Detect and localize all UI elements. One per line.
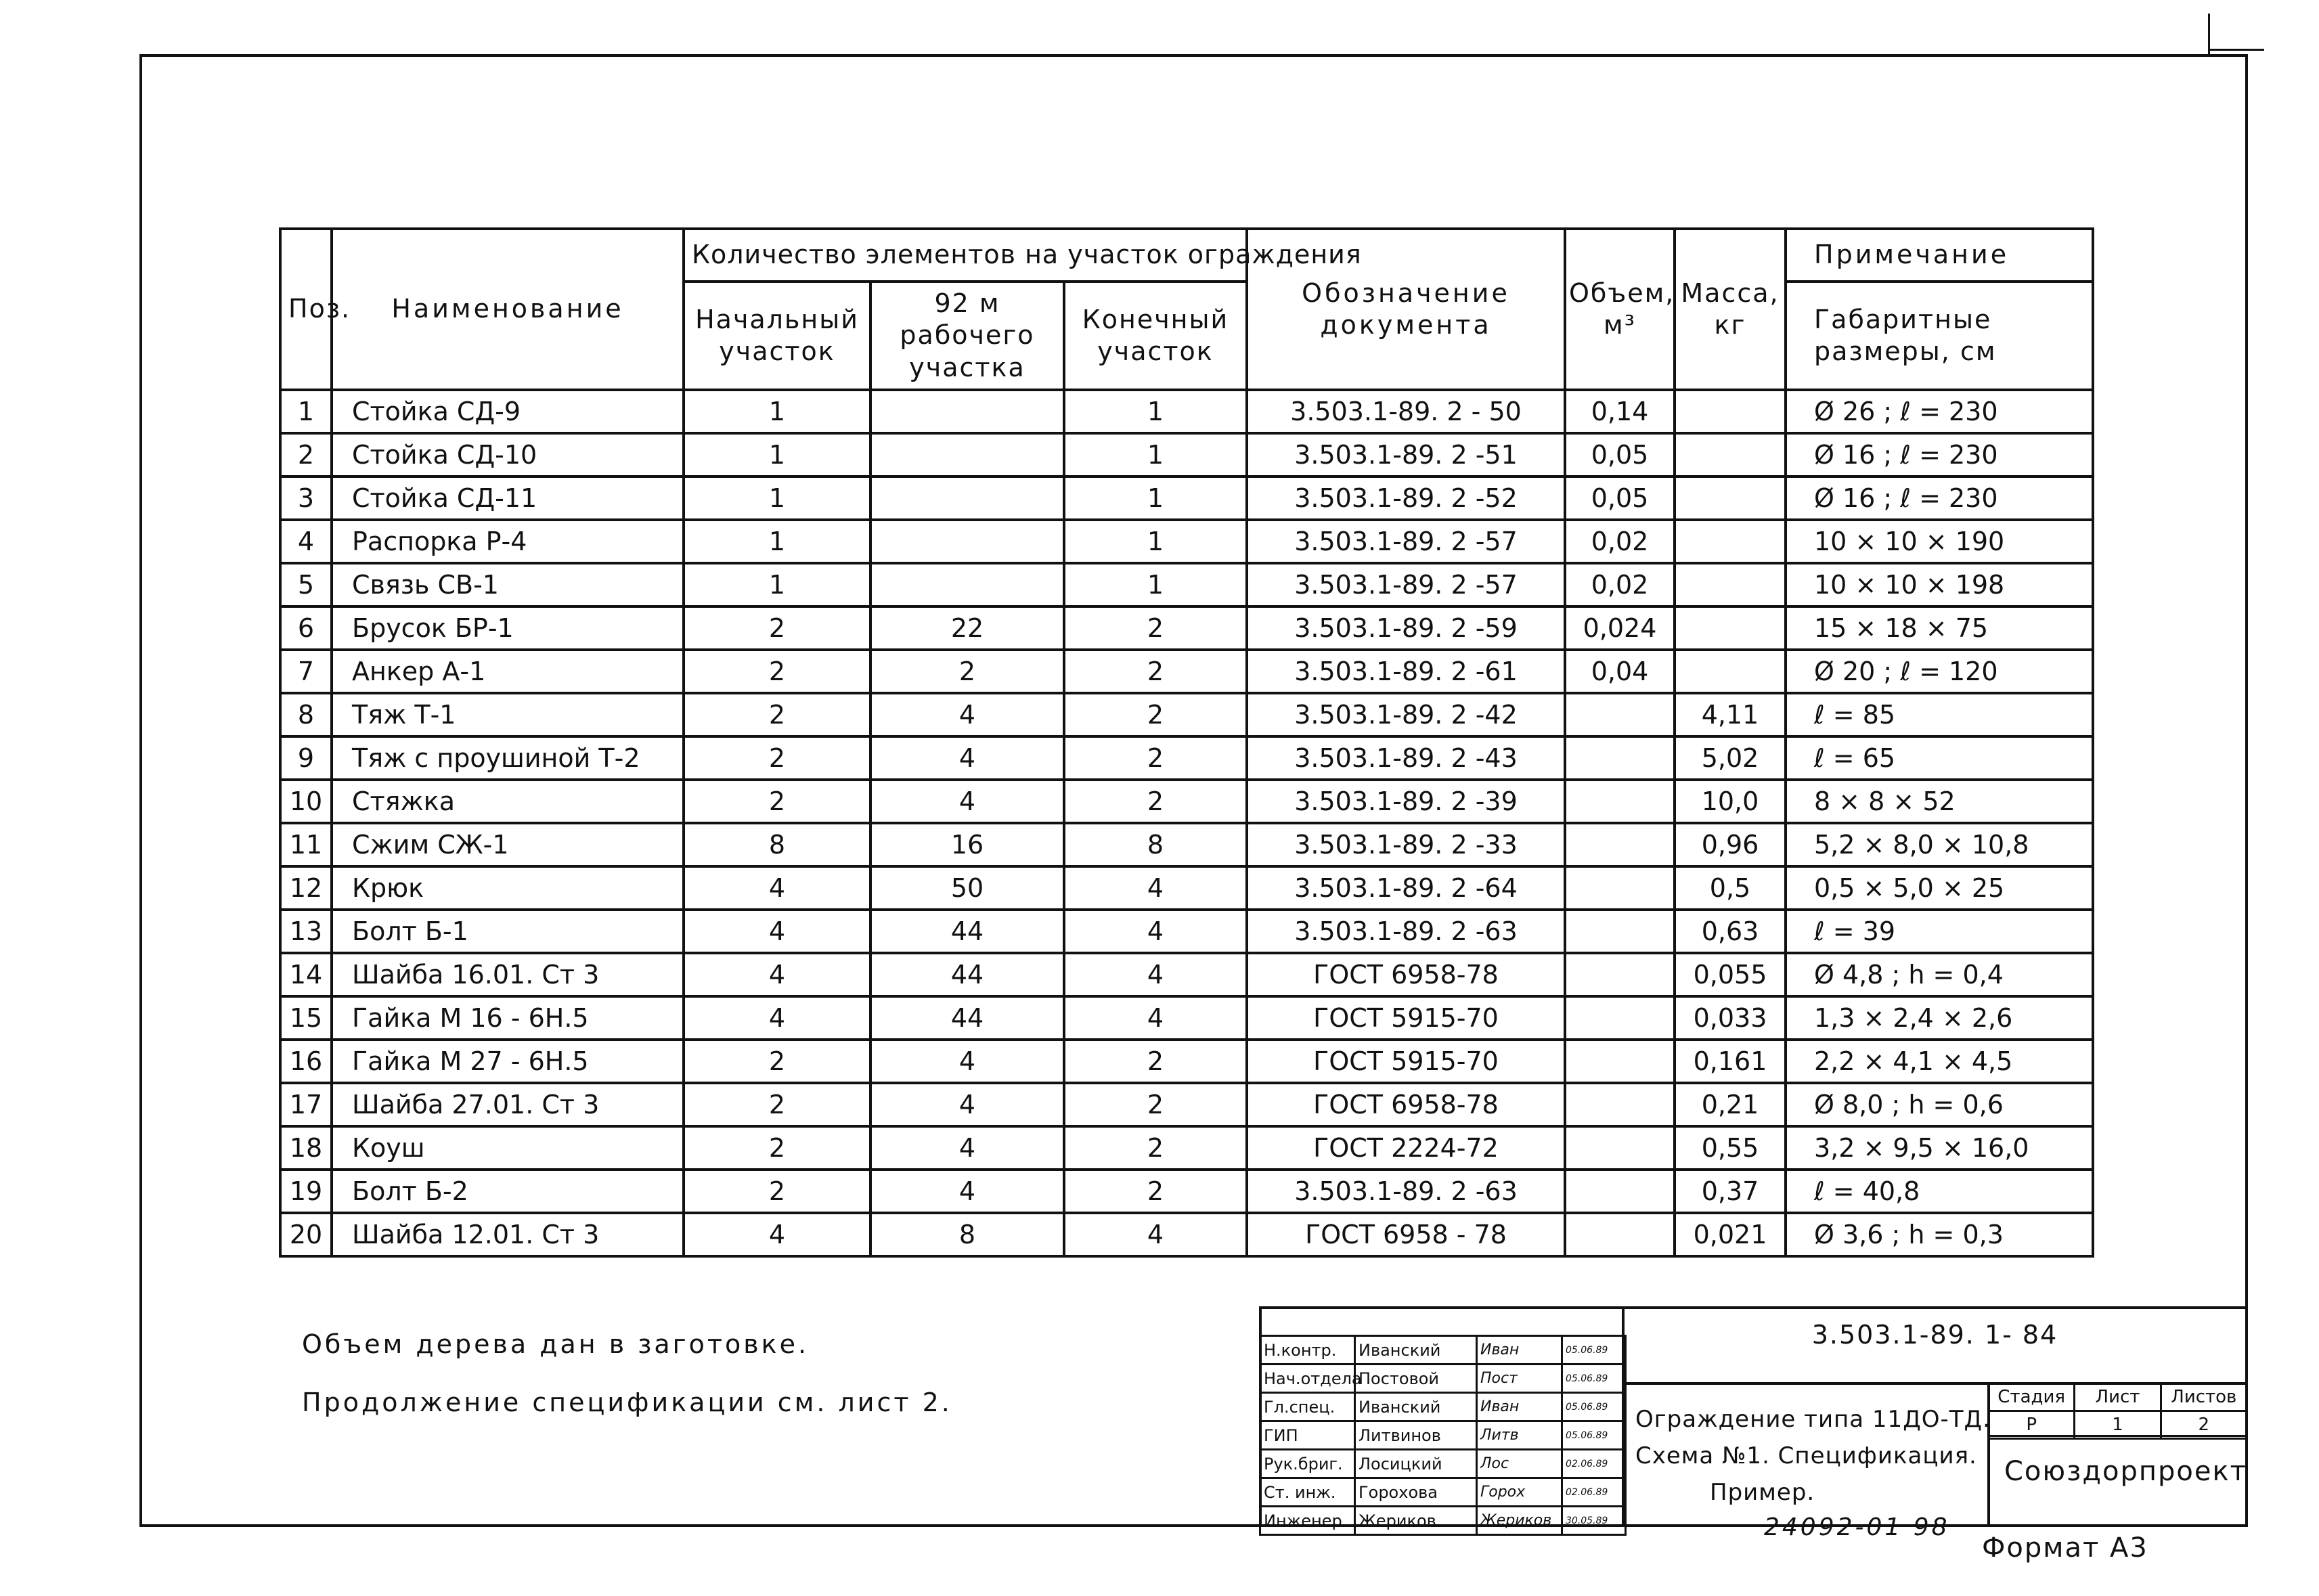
cell-dimensions: 15 × 18 × 75 [1786,606,2093,650]
sheet-label: Лист [2075,1383,2161,1411]
table-row [280,1126,2093,1170]
cell-name: Распорка Р-4 [332,520,684,563]
cell-volume [1565,1083,1675,1126]
cell-initial-qty: 1 [684,433,870,476]
object-title-line3: Пример. [1710,1479,1815,1506]
table-row [280,476,2093,520]
document-code: 3.503.1-89. 1- 84 [1811,1320,2058,1350]
cell-volume: 0,024 [1565,606,1675,650]
table-row [280,736,2093,780]
cell-name: Шайба 12.01. Ст 3 [332,1213,684,1256]
cell-dimensions: 8 × 8 × 52 [1786,780,2093,823]
cell-mass: 0,033 [1675,996,1786,1040]
organization-name: Союздорпроект [1987,1435,2248,1527]
cell-document: 3.503.1-89. 2 -63 [1247,910,1565,953]
cell-volume: 0,05 [1565,433,1675,476]
cell-working-qty: 8 [870,1213,1064,1256]
header-volume: Объем, м³ [1565,229,1675,390]
cell-working-qty: 2 [870,650,1064,693]
cell-mass: 10,0 [1675,780,1786,823]
cell-final-qty: 4 [1064,910,1247,953]
table-row [280,996,2093,1040]
cell-dimensions: 10 × 10 × 198 [1786,563,2093,606]
cell-initial-qty: 2 [684,1040,870,1083]
cell-initial-qty: 1 [684,390,870,433]
cell-name: Шайба 16.01. Ст 3 [332,953,684,996]
signature-row [1260,1507,1626,1535]
signature-mark: Литв [1477,1421,1562,1450]
signature-date: 05.06.89 [1562,1365,1626,1393]
cell-pos: 5 [280,563,332,606]
signature-name: Жериков [1355,1507,1477,1535]
cell-working-qty: 4 [870,693,1064,736]
cell-document: 3.503.1-89. 2 - 50 [1247,390,1565,433]
cell-pos: 9 [280,736,332,780]
table-row [280,1170,2093,1213]
table-row [280,953,2093,996]
cell-mass: 0,021 [1675,1213,1786,1256]
cell-document: 3.503.1-89. 2 -61 [1247,650,1565,693]
cell-final-qty: 2 [1064,1083,1247,1126]
cell-pos: 12 [280,866,332,910]
signature-date: 02.06.89 [1562,1478,1626,1507]
cell-initial-qty: 1 [684,476,870,520]
header-quantity-group: Количество элементов на участок ограждения [684,229,1247,282]
cell-mass: 0,37 [1675,1170,1786,1213]
cell-document: 3.503.1-89. 2 -64 [1247,866,1565,910]
signature-table [1259,1335,1627,1536]
cell-document: 3.503.1-89. 2 -52 [1247,476,1565,520]
cell-volume [1565,780,1675,823]
cell-initial-qty: 1 [684,520,870,563]
sheet-corner-mark [2208,14,2251,54]
signature-mark: Лос [1477,1450,1562,1478]
cell-pos: 15 [280,996,332,1040]
header-initial-section: Начальный участок [684,282,870,390]
note-continuation: Продолжение спецификации см. лист 2. [302,1388,952,1417]
cell-working-qty [870,563,1064,606]
cell-pos: 6 [280,606,332,650]
cell-name: Шайба 27.01. Ст 3 [332,1083,684,1126]
cell-pos: 18 [280,1126,332,1170]
cell-mass: 0,5 [1675,866,1786,910]
signature-row [1260,1393,1626,1421]
cell-name: Крюк [332,866,684,910]
specification-table [279,227,2094,1258]
cell-dimensions: Ø 16 ; ℓ = 230 [1786,433,2093,476]
table-row [280,563,2093,606]
signature-name: Литвинов [1355,1421,1477,1450]
cell-working-qty: 50 [870,866,1064,910]
object-title-line1: Ограждение типа 11ДО-ТД. [1635,1406,1991,1433]
cell-volume: 0,04 [1565,650,1675,693]
cell-dimensions: 0,5 × 5,0 × 25 [1786,866,2093,910]
cell-dimensions: ℓ = 40,8 [1786,1170,2093,1213]
signature-role: ГИП [1260,1421,1355,1450]
signature-mark: Иван [1477,1336,1562,1365]
cell-name: Стойка СД-11 [332,476,684,520]
cell-working-qty: 4 [870,1040,1064,1083]
signature-date: 02.06.89 [1562,1450,1626,1478]
signature-row [1260,1336,1626,1365]
cell-name: Связь СВ-1 [332,563,684,606]
signature-row [1260,1478,1626,1507]
cell-mass [1675,476,1786,520]
cell-document: 3.503.1-89. 2 -57 [1247,520,1565,563]
signature-mark: Горох [1477,1478,1562,1507]
cell-dimensions: ℓ = 65 [1786,736,2093,780]
cell-final-qty: 2 [1064,1170,1247,1213]
cell-final-qty: 8 [1064,823,1247,866]
cell-name: Брусок БР-1 [332,606,684,650]
cell-working-qty: 4 [870,1170,1064,1213]
cell-initial-qty: 1 [684,563,870,606]
cell-name: Болт Б-2 [332,1170,684,1213]
cell-pos: 1 [280,390,332,433]
cell-pos: 20 [280,1213,332,1256]
table-header [280,229,2093,390]
signature-date: 30.05.89 [1562,1507,1626,1535]
cell-final-qty: 1 [1064,520,1247,563]
signature-name: Горохова [1355,1478,1477,1507]
sheet-value: 1 [2075,1411,2161,1439]
header-document: Обозначение документа [1247,229,1565,390]
cell-working-qty [870,390,1064,433]
signature-mark: Иван [1477,1393,1562,1421]
cell-volume [1565,1170,1675,1213]
header-final-section: Конечный участок [1064,282,1247,390]
cell-final-qty: 1 [1064,563,1247,606]
cell-volume [1565,1213,1675,1256]
signature-date: 05.06.89 [1562,1336,1626,1365]
cell-working-qty: 44 [870,953,1064,996]
cell-dimensions: 3,2 × 9,5 × 16,0 [1786,1126,2093,1170]
cell-final-qty: 2 [1064,650,1247,693]
cell-pos: 8 [280,693,332,736]
table-body [280,390,2093,1256]
cell-dimensions: Ø 26 ; ℓ = 230 [1786,390,2093,433]
table-row [280,910,2093,953]
object-title-line2: Схема №1. Спецификация. [1635,1442,1977,1469]
cell-mass [1675,520,1786,563]
cell-name: Гайка М 16 - 6Н.5 [332,996,684,1040]
header-mass: Масса, кг [1675,229,1786,390]
cell-final-qty: 2 [1064,736,1247,780]
cell-initial-qty: 4 [684,953,870,996]
cell-working-qty: 22 [870,606,1064,650]
cell-volume [1565,693,1675,736]
signature-date: 05.06.89 [1562,1421,1626,1450]
cell-initial-qty: 4 [684,910,870,953]
cell-volume [1565,996,1675,1040]
cell-initial-qty: 2 [684,606,870,650]
signature-date: 05.06.89 [1562,1393,1626,1421]
table-row [280,1040,2093,1083]
cell-pos: 10 [280,780,332,823]
signature-role: Ст. инж. [1260,1478,1355,1507]
table-row [280,433,2093,476]
header-working-section: 92 м рабочего участка [870,282,1064,390]
cell-dimensions: Ø 8,0 ; h = 0,6 [1786,1083,2093,1126]
cell-volume [1565,1040,1675,1083]
cell-mass [1675,433,1786,476]
cell-working-qty: 16 [870,823,1064,866]
cell-final-qty: 2 [1064,1126,1247,1170]
cell-document: ГОСТ 6958-78 [1247,1083,1565,1126]
cell-volume [1565,866,1675,910]
sheets-value: 2 [2161,1411,2247,1439]
cell-mass: 4,11 [1675,693,1786,736]
cell-working-qty: 44 [870,910,1064,953]
cell-final-qty: 1 [1064,390,1247,433]
cell-initial-qty: 2 [684,1170,870,1213]
table-row [280,866,2093,910]
cell-document: 3.503.1-89. 2 -33 [1247,823,1565,866]
cell-pos: 11 [280,823,332,866]
cell-mass [1675,563,1786,606]
cell-volume: 0,05 [1565,476,1675,520]
inventory-number: 24092-01 98 [1764,1513,1950,1541]
note-wood-volume: Объем дерева дан в заготовке. [302,1329,810,1359]
cell-working-qty [870,476,1064,520]
signature-name: Иванский [1355,1336,1477,1365]
stage-table [1987,1382,2248,1440]
cell-final-qty: 4 [1064,1213,1247,1256]
cell-dimensions: 10 × 10 × 190 [1786,520,2093,563]
cell-volume: 0,02 [1565,563,1675,606]
cell-working-qty: 4 [870,780,1064,823]
signature-role: Гл.спец. [1260,1393,1355,1421]
cell-document: 3.503.1-89. 2 -51 [1247,433,1565,476]
header-dimensions: Габаритные размеры, см [1786,282,2093,390]
object-title [1635,1401,1991,1511]
cell-initial-qty: 2 [684,693,870,736]
sheets-label: Листов [2161,1383,2247,1411]
cell-document: 3.503.1-89. 2 -59 [1247,606,1565,650]
cell-dimensions: Ø 4,8 ; h = 0,4 [1786,953,2093,996]
cell-mass: 0,96 [1675,823,1786,866]
cell-document: 3.503.1-89. 2 -57 [1247,563,1565,606]
cell-pos: 17 [280,1083,332,1126]
cell-working-qty [870,433,1064,476]
table-row [280,520,2093,563]
format-label: Формат А3 [1982,1532,2148,1564]
cell-pos: 4 [280,520,332,563]
cell-mass: 0,161 [1675,1040,1786,1083]
cell-name: Болт Б-1 [332,910,684,953]
cell-volume [1565,823,1675,866]
cell-dimensions: Ø 16 ; ℓ = 230 [1786,476,2093,520]
cell-volume [1565,910,1675,953]
cell-initial-qty: 2 [684,736,870,780]
header-pos: Поз. [280,229,332,390]
cell-dimensions: ℓ = 39 [1786,910,2093,953]
cell-volume [1565,736,1675,780]
cell-dimensions: ℓ = 85 [1786,693,2093,736]
table-row [280,650,2093,693]
cell-name: Гайка М 27 - 6Н.5 [332,1040,684,1083]
title-block [1259,1306,2248,1530]
cell-pos: 14 [280,953,332,996]
cell-mass: 5,02 [1675,736,1786,780]
cell-volume [1565,953,1675,996]
cell-final-qty: 1 [1064,476,1247,520]
cell-name: Стойка СД-9 [332,390,684,433]
cell-final-qty: 1 [1064,433,1247,476]
cell-volume: 0,02 [1565,520,1675,563]
cell-working-qty: 44 [870,996,1064,1040]
cell-pos: 19 [280,1170,332,1213]
stage-label: Стадия [1989,1383,2075,1411]
header-note-group: Примечание [1786,229,2093,282]
cell-final-qty: 2 [1064,606,1247,650]
cell-dimensions: 2,2 × 4,1 × 4,5 [1786,1040,2093,1083]
cell-initial-qty: 2 [684,650,870,693]
signature-mark: Жериков [1477,1507,1562,1535]
cell-document: ГОСТ 6958-78 [1247,953,1565,996]
stage-value: Р [1989,1411,2075,1439]
cell-final-qty: 2 [1064,1040,1247,1083]
signature-row [1260,1421,1626,1450]
cell-initial-qty: 2 [684,780,870,823]
cell-name: Коуш [332,1126,684,1170]
cell-dimensions: Ø 20 ; ℓ = 120 [1786,650,2093,693]
cell-final-qty: 2 [1064,693,1247,736]
cell-mass: 0,63 [1675,910,1786,953]
cell-mass [1675,606,1786,650]
cell-volume [1565,1126,1675,1170]
cell-mass [1675,390,1786,433]
signature-role: Н.контр. [1260,1336,1355,1365]
cell-document: ГОСТ 2224-72 [1247,1126,1565,1170]
cell-final-qty: 4 [1064,953,1247,996]
cell-pos: 13 [280,910,332,953]
signature-name: Постовой [1355,1365,1477,1393]
cell-name: Сжим СЖ-1 [332,823,684,866]
cell-pos: 7 [280,650,332,693]
table-row [280,606,2093,650]
cell-pos: 2 [280,433,332,476]
cell-document: ГОСТ 5915-70 [1247,1040,1565,1083]
cell-initial-qty: 4 [684,866,870,910]
cell-working-qty: 4 [870,736,1064,780]
cell-name: Стойка СД-10 [332,433,684,476]
signature-name: Лосицкий [1355,1450,1477,1478]
signature-name: Иванский [1355,1393,1477,1421]
signature-mark: Пост [1477,1365,1562,1393]
cell-working-qty: 4 [870,1083,1064,1126]
signature-role: Инженер [1260,1507,1355,1535]
cell-name: Тяж с проушиной Т-2 [332,736,684,780]
signature-role: Рук.бриг. [1260,1450,1355,1478]
cell-dimensions: 5,2 × 8,0 × 10,8 [1786,823,2093,866]
cell-initial-qty: 4 [684,1213,870,1256]
cell-document: 3.503.1-89. 2 -43 [1247,736,1565,780]
cell-pos: 16 [280,1040,332,1083]
cell-final-qty: 2 [1064,780,1247,823]
cell-document: 3.503.1-89. 2 -39 [1247,780,1565,823]
cell-initial-qty: 2 [684,1126,870,1170]
table-row [280,780,2093,823]
table-row [280,1213,2093,1256]
cell-name: Стяжка [332,780,684,823]
cell-document: 3.503.1-89. 2 -42 [1247,693,1565,736]
table-row [280,390,2093,433]
cell-document: 3.503.1-89. 2 -63 [1247,1170,1565,1213]
cell-name: Анкер А-1 [332,650,684,693]
cell-document: ГОСТ 5915-70 [1247,996,1565,1040]
signature-row [1260,1365,1626,1393]
cell-mass [1675,650,1786,693]
table-row [280,693,2093,736]
cell-working-qty: 4 [870,1126,1064,1170]
cell-mass: 0,21 [1675,1083,1786,1126]
cell-name: Тяж Т-1 [332,693,684,736]
signature-row [1260,1450,1626,1478]
signature-role: Нач.отдела [1260,1365,1355,1393]
header-name: Наименование [332,229,684,390]
cell-volume: 0,14 [1565,390,1675,433]
cell-initial-qty: 4 [684,996,870,1040]
cell-final-qty: 4 [1064,866,1247,910]
cell-mass: 0,055 [1675,953,1786,996]
cell-final-qty: 4 [1064,996,1247,1040]
cell-initial-qty: 8 [684,823,870,866]
cell-dimensions: 1,3 × 2,4 × 2,6 [1786,996,2093,1040]
table-row [280,1083,2093,1126]
cell-working-qty [870,520,1064,563]
table-row [280,823,2093,866]
cell-pos: 3 [280,476,332,520]
cell-document: ГОСТ 6958 - 78 [1247,1213,1565,1256]
cell-initial-qty: 2 [684,1083,870,1126]
cell-dimensions: Ø 3,6 ; h = 0,3 [1786,1213,2093,1256]
cell-mass: 0,55 [1675,1126,1786,1170]
